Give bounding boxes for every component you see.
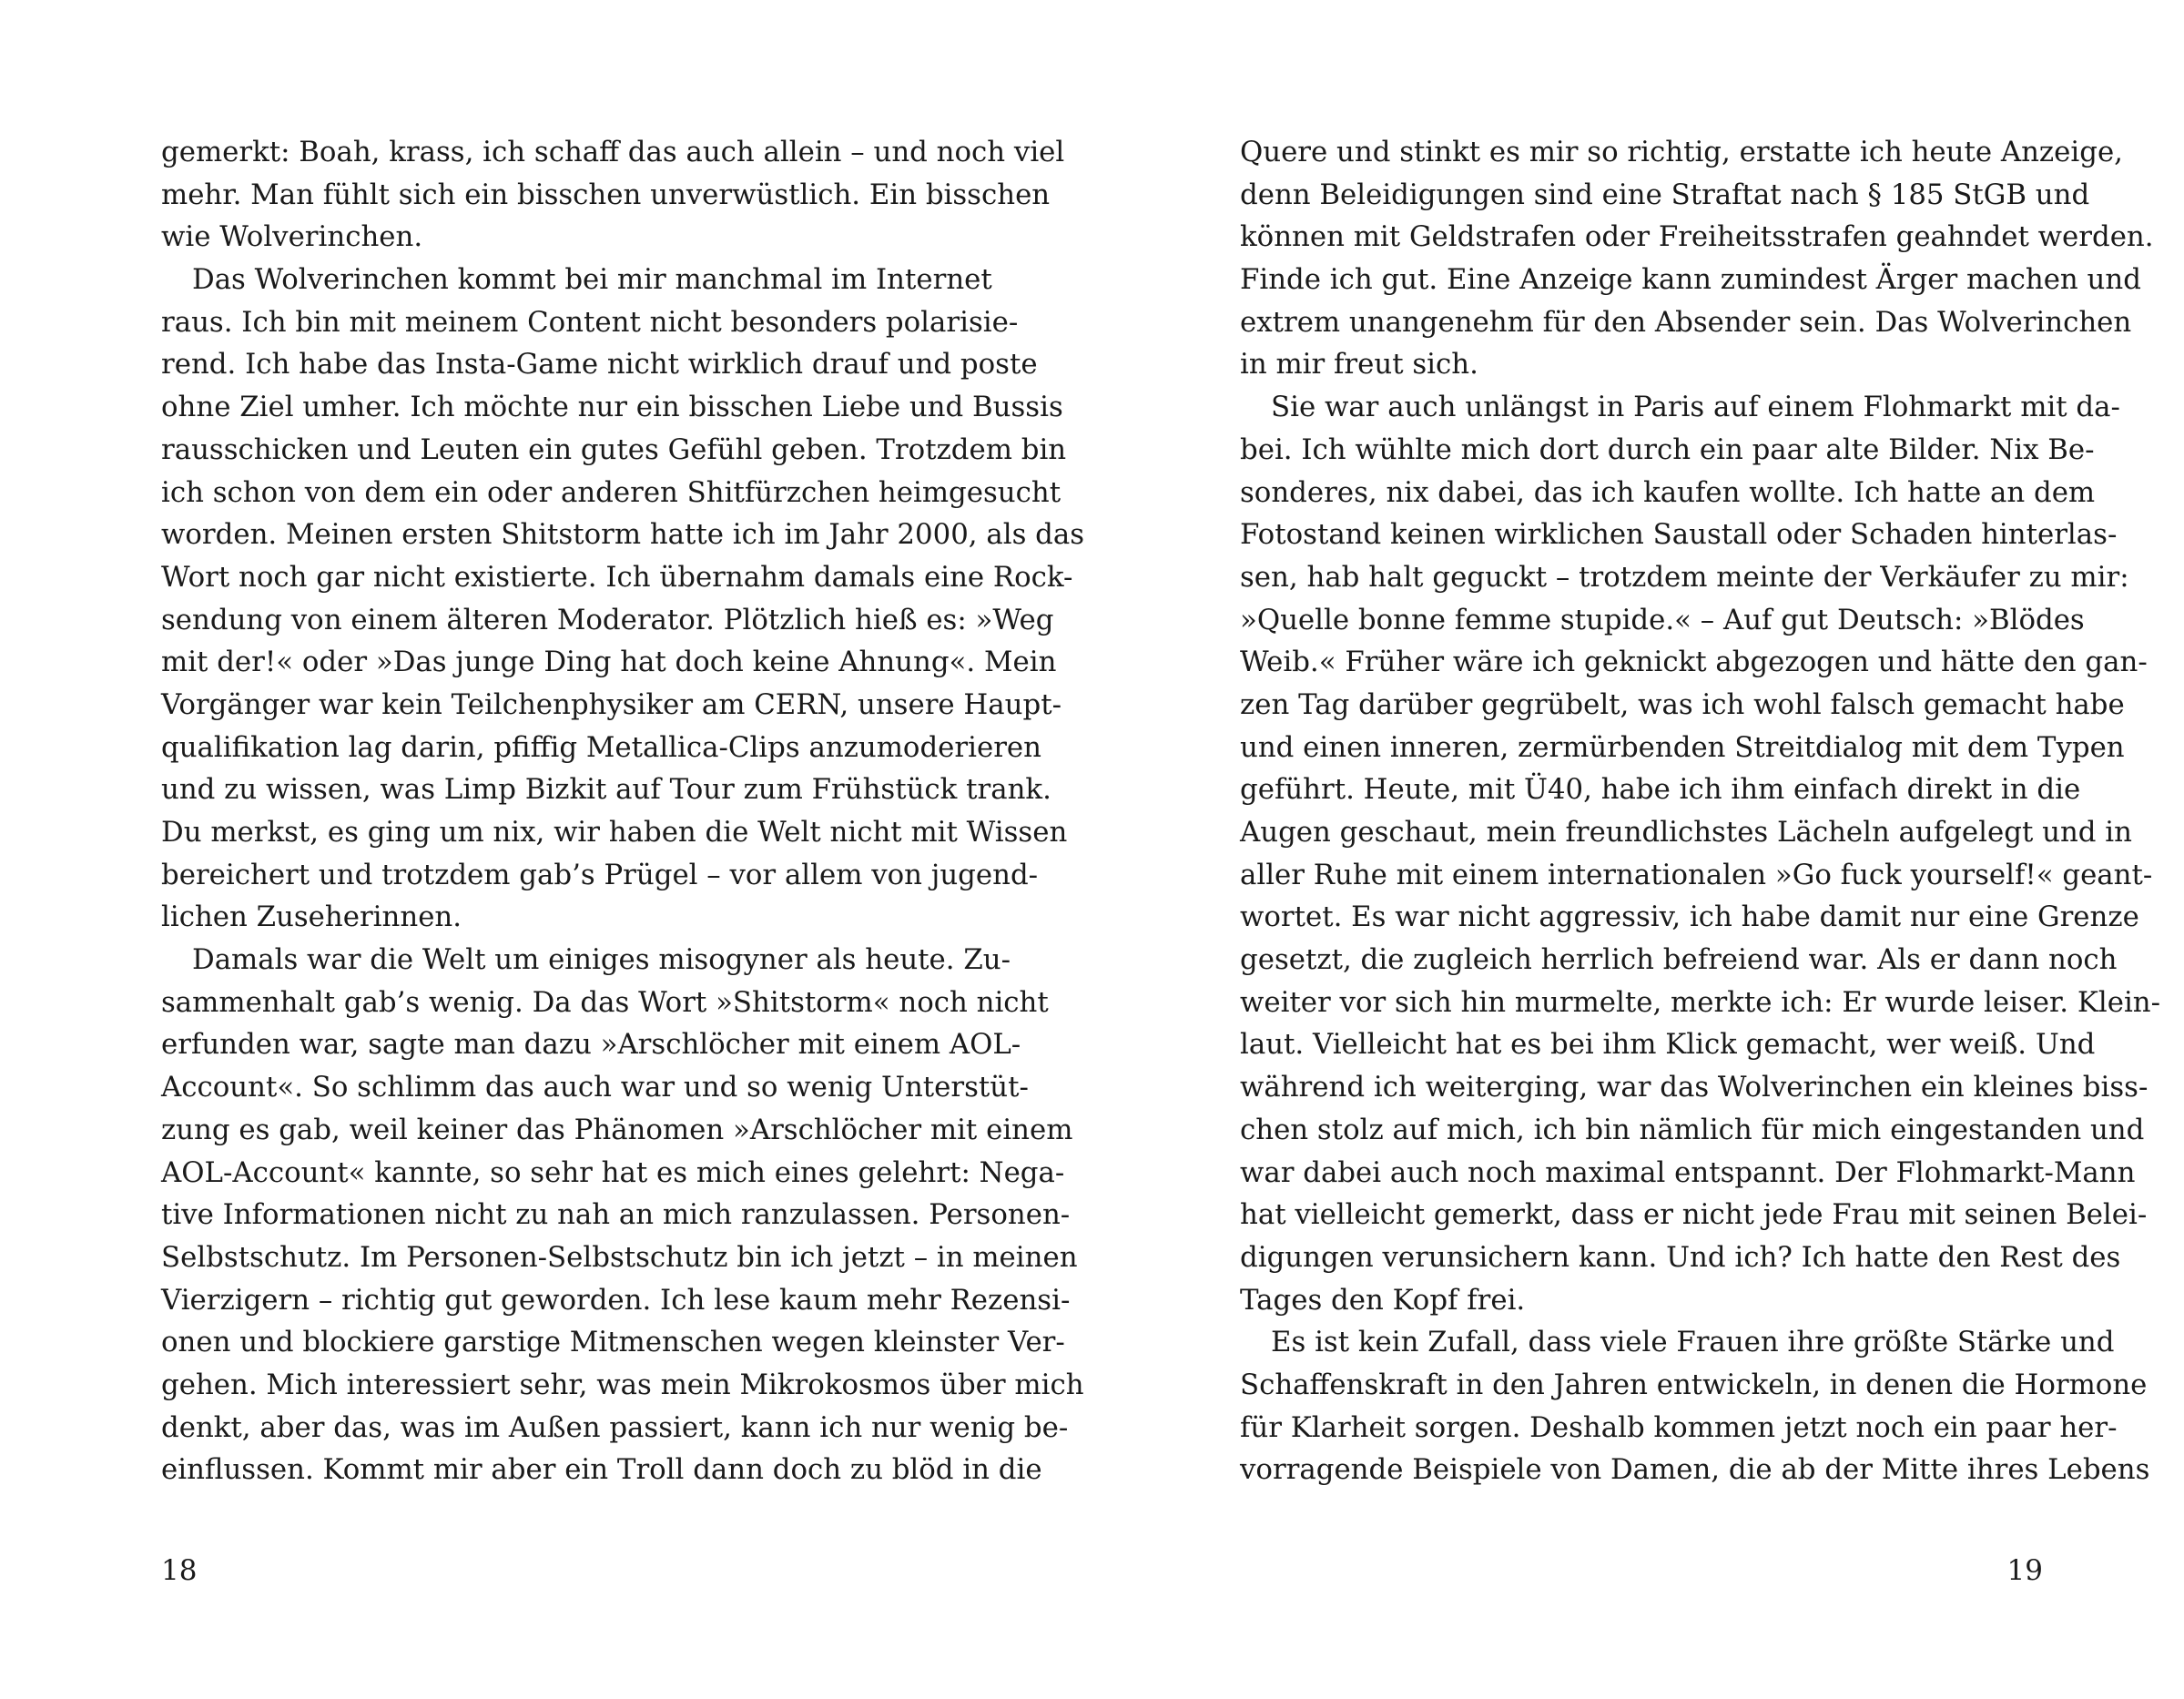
text-line: Fotostand keinen wirklichen Saustall oder Schaden hinterlas- <box>1240 518 2118 552</box>
text-line: Sie war auch unlängst in Paris auf einem Flohmarkt mit da- <box>1271 391 2120 424</box>
text-line: qualifikation lag darin, pfiffig Metallica-Clips anzumoderieren <box>161 730 1041 764</box>
text-line: bei. Ich wühlte mich dort durch ein paar alte Bilder. Nix Be- <box>1240 432 2095 466</box>
right-page <box>1092 0 2184 1699</box>
text-line: Finde ich gut. Eine Anzeige kann zumindest Ärger machen und <box>1240 263 2141 297</box>
text-line: Das Wolverinchen kommt bei mir manchmal im Internet <box>192 263 992 297</box>
text-line: wie Wolverinchen. <box>161 220 423 254</box>
text-line: war dabei auch noch maximal entspannt. Der Flohmarkt-Mann <box>1240 1155 2136 1189</box>
text-line: AOL-Account« kannte, so sehr hat es mich eines gelehrt: Nega- <box>161 1155 1065 1189</box>
text-line: Selbstschutz. Im Personen-Selbstschutz bin ich jetzt – in meinen <box>161 1240 1078 1274</box>
text-line: worden. Meinen ersten Shitstorm hatte ich im Jahr 2000, als das <box>161 518 1085 552</box>
text-line: sendung von einem älteren Moderator. Plötzlich hieß es: »Weg <box>161 603 1054 636</box>
text-line: ohne Ziel umher. Ich möchte nur ein bisschen Liebe und Bussis <box>161 391 1063 424</box>
text-line: einflussen. Kommt mir aber ein Troll dann doch zu blöd in die <box>161 1453 1042 1487</box>
text-line: mehr. Man fühlt sich ein bisschen unverwüstlich. Ein bisschen <box>161 178 1051 211</box>
text-line: onen und blockiere garstige Mitmenschen wegen kleinster Ver- <box>161 1326 1065 1359</box>
text-line: extrem unangenehm für den Absender sein. Das Wolverinchen <box>1240 305 2132 339</box>
text-line: Vorgänger war kein Teilchenphysiker am CERN, unsere Haupt- <box>161 687 1062 721</box>
text-line: Du merkst, es ging um nix, wir haben die Welt nicht mit Wissen <box>161 816 1068 849</box>
text-line: Vierzigern – richtig gut geworden. Ich lese kaum mehr Rezensi- <box>161 1283 1071 1317</box>
text-line: gemerkt: Boah, krass, ich schaff das auch allein – und noch viel <box>161 136 1065 168</box>
text-line: zung es gab, weil keiner das Phänomen »Arschlöcher mit einem <box>161 1113 1073 1146</box>
text-line: weiter vor sich hin murmelte, merkte ich: Er wurde leiser. Klein- <box>1240 985 2161 1019</box>
text-line: chen stolz auf mich, ich bin nämlich für mich eingestanden und <box>1240 1113 2145 1146</box>
text-line: Schaffenskraft in den Jahren entwickeln, in denen die Hormone <box>1240 1368 2148 1401</box>
text-line: sen, hab halt geguckt – trotzdem meinte der Verkäufer zu mir: <box>1240 560 2129 594</box>
text-line: aller Ruhe mit einem internationalen »Go fuck yourself!« geant- <box>1240 858 2153 891</box>
text-line: rend. Ich habe das Insta-Game nicht wirklich drauf und poste <box>161 348 1038 382</box>
text-line: wortet. Es war nicht aggressiv, ich habe damit nur eine Grenze <box>1240 900 2139 934</box>
text-line: tive Informationen nicht zu nah an mich ranzulassen. Personen- <box>161 1198 1071 1232</box>
text-line: sammenhalt gab’s wenig. Da das Wort »Shitstorm« noch nicht <box>161 985 1049 1019</box>
text-line: und zu wissen, was Limp Bizkit auf Tour zum Frühstück trank. <box>161 773 1051 807</box>
text-line: bereichert und trotzdem gab’s Prügel – vor allem von jugend- <box>161 858 1039 891</box>
text-line: in mir freut sich. <box>1240 348 1478 382</box>
text-line: Damals war die Welt um einiges misogyner als heute. Zu- <box>192 943 1011 977</box>
text-line: Wort noch gar nicht existierte. Ich übernahm damals eine Rock- <box>161 560 1073 594</box>
page-number: 19 <box>2006 1554 2043 1587</box>
text-line: Weib.« Früher wäre ich geknickt abgezogen und hätte den gan- <box>1240 646 2148 679</box>
right-page-text <box>1240 131 2161 1491</box>
text-line: können mit Geldstrafen oder Freiheitsstrafen geahndet werden. <box>1240 220 2154 254</box>
text-line: gehen. Mich interessiert sehr, was mein Mikrokosmos über mich <box>161 1368 1084 1401</box>
text-line: erfunden war, sagte man dazu »Arschlöcher mit einem AOL- <box>161 1028 1021 1062</box>
text-line: Quere und stinkt es mir so richtig, erstatte ich heute Anzeige, <box>1240 136 2123 168</box>
text-line: gesetzt, die zugleich herrlich befreiend war. Als er dann noch <box>1240 943 2118 977</box>
text-line: Account«. So schlimm das auch war und so wenig Unterstüt- <box>161 1071 1029 1104</box>
text-line: hat vielleicht gemerkt, dass er nicht jede Frau mit seinen Belei- <box>1240 1198 2148 1232</box>
text-line: und einen inneren, zermürbenden Streitdialog mit dem Typen <box>1240 730 2125 764</box>
text-line: mit der!« oder »Das junge Ding hat doch keine Ahnung«. Mein <box>161 646 1057 679</box>
text-line: »Quelle bonne femme stupide.« – Auf gut Deutsch: »Blödes <box>1240 603 2085 636</box>
text-line: denkt, aber das, was im Außen passiert, kann ich nur wenig be- <box>161 1410 1069 1444</box>
text-line: lichen Zuseherinnen. <box>161 900 462 934</box>
text-line: für Klarheit sorgen. Deshalb kommen jetzt noch ein paar her- <box>1240 1410 2118 1444</box>
text-line: während ich weiterging, war das Wolverinchen ein kleines biss- <box>1240 1071 2148 1104</box>
text-line: raus. Ich bin mit meinem Content nicht besonders polarisie- <box>161 305 1019 339</box>
page-number: 18 <box>161 1554 198 1587</box>
text-line: Es ist kein Zufall, dass viele Frauen ihre größte Stärke und <box>1271 1326 2115 1359</box>
text-line: ich schon von dem ein oder anderen Shitfürzchen heimgesucht <box>161 475 1062 509</box>
text-line: laut. Vielleicht hat es bei ihm Klick gemacht, wer weiß. Und <box>1240 1028 2096 1062</box>
text-line: sonderes, nix dabei, das ich kaufen wollte. Ich hatte an dem <box>1240 475 2096 509</box>
left-page-text <box>161 131 1085 1491</box>
text-line: geführt. Heute, mit Ü40, habe ich ihm einfach direkt in die <box>1240 773 2081 807</box>
text-line: zen Tag darüber gegrübelt, was ich wohl falsch gemacht habe <box>1240 687 2125 721</box>
text-line: Augen geschaut, mein freundlichstes Lächeln aufgelegt und in <box>1240 816 2132 849</box>
text-line: denn Beleidigungen sind eine Straftat nach § 185 StGB und <box>1240 178 2090 211</box>
text-line: vorragende Beispiele von Damen, die ab der Mitte ihres Lebens <box>1240 1453 2150 1487</box>
text-line: digungen verunsichern kann. Und ich? Ich hatte den Rest des <box>1240 1240 2121 1274</box>
text-line: Tages den Kopf frei. <box>1240 1283 1526 1317</box>
text-line: rausschicken und Leuten ein gutes Gefühl geben. Trotzdem bin <box>161 432 1067 466</box>
